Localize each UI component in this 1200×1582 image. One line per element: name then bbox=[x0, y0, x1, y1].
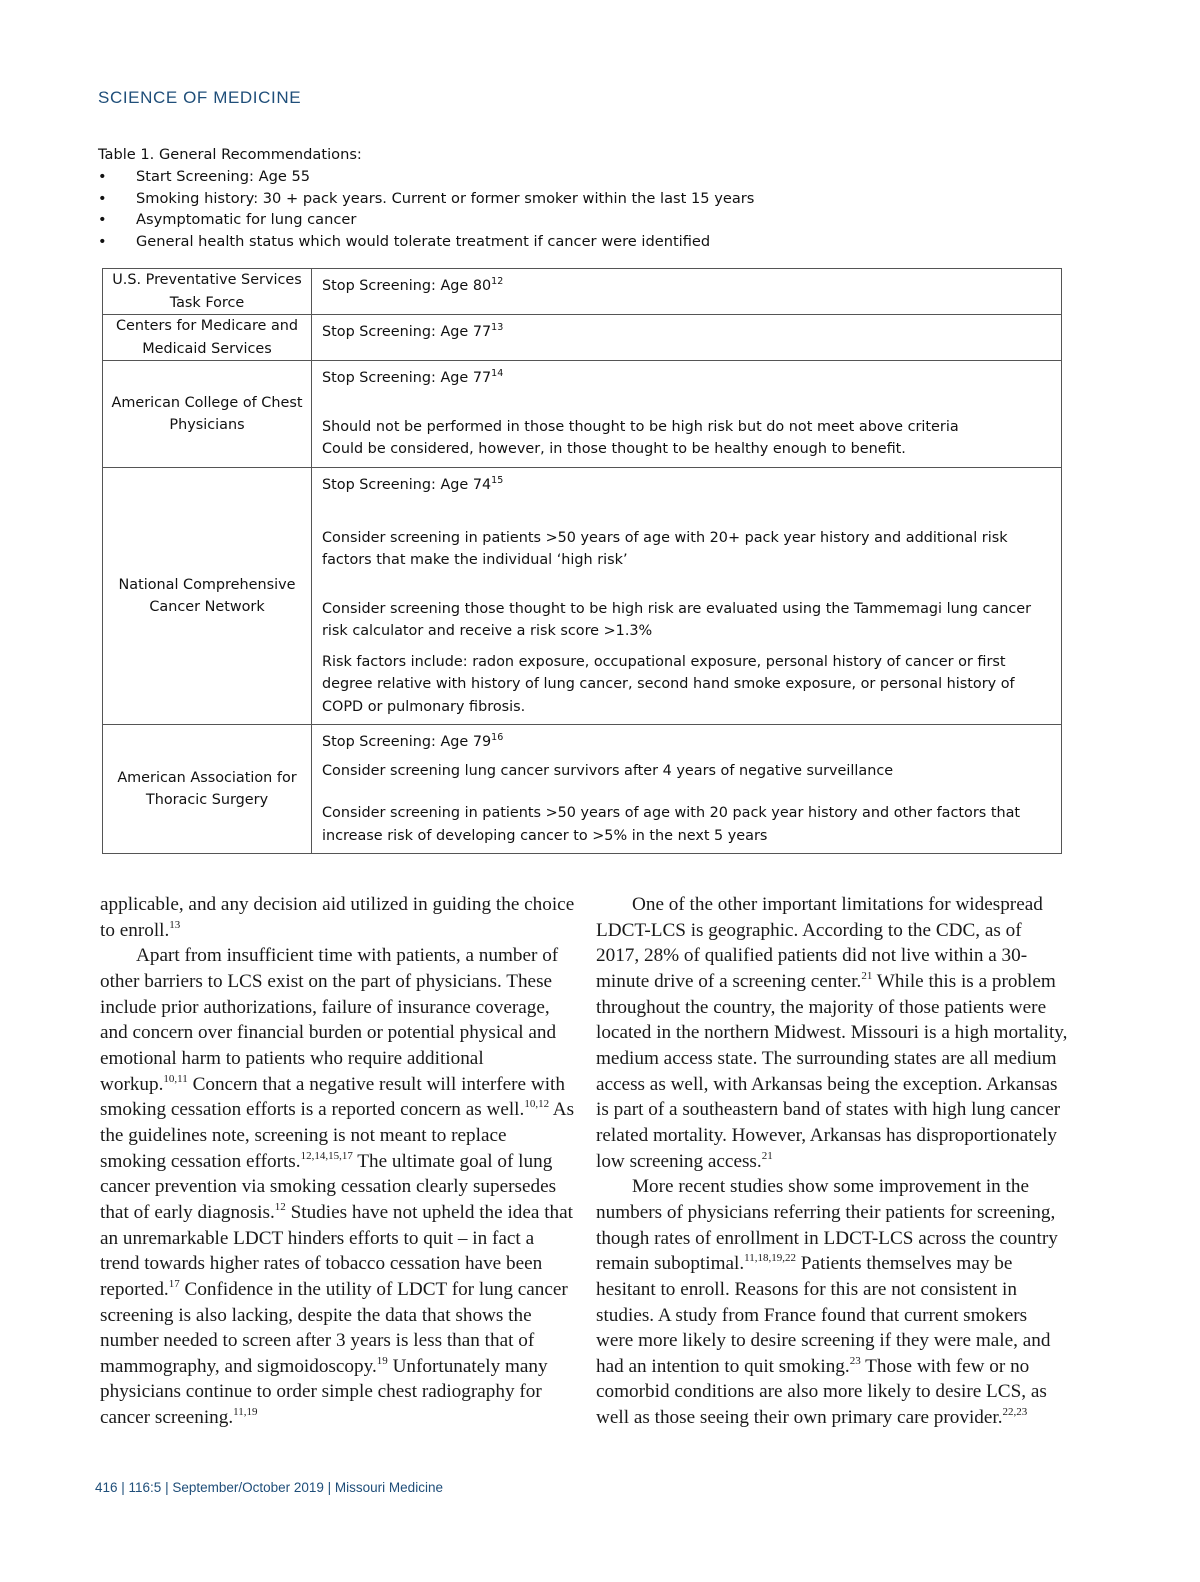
bullet: • bbox=[98, 168, 107, 185]
bullet: • bbox=[98, 232, 107, 250]
note: Should not be performed in those thought to be high risk but do not meet above criteria bbox=[322, 418, 959, 435]
note: Consider screening in patients >50 years of age with 20 pack year history and other factors that increase risk of developing cancer to >5% in the next 5 years bbox=[322, 805, 1021, 844]
detail-cell bbox=[312, 468, 1062, 725]
org-cell: National Comprehensive Cancer Network bbox=[103, 468, 312, 725]
org-cell: American College of Chest Physicians bbox=[103, 361, 312, 468]
table-row bbox=[103, 269, 1062, 315]
stop-age: Stop Screening: Age $74^{15}$ bbox=[322, 475, 504, 493]
section-header: SCIENCE OF MEDICINE bbox=[98, 88, 302, 107]
paragraph: Apart from insufficient time with patients, a number of other barriers to LCS exist on the part of physicians. These include prior authorizations, failure of insurance coverage, and concern over financial burden or potential physical and emotional harm to patients who require additional workup.$^{10,11}$ Concern that a negative result will interfere with smoking cessation efforts is a reported concern as well.$^{10,12}$ As the guidelines note, screening is not meant to replace smoking cessation efforts.$^{12,14,15,17}$ The ultimate goal of lung cancer prevention via smoking cessation clearly supersedes that of early diagnosis.$^{12}$ Studies have not upheld the idea that an unremarkable LDCT hinders efforts to quit – in fact a trend towards higher rates of tobacco cessation have been reported.$^{17}$ Confidence in the utility of LDCT for lung cancer screening is also lacking, despite the data that shows the number needed to screen after 3 years is less than that of mammography, and sigmoidoscopy.$^{19}$ Unfortunately many physicians continue to order simple chest radiography for cancer screening.$^{11,19}$ bbox=[100, 945, 575, 1429]
table-row bbox=[103, 468, 1062, 725]
org-cell: U.S. Preventative Services Task Force bbox=[103, 269, 312, 315]
list-item-text: General health status which would tolerate treatment if cancer were identified bbox=[136, 232, 711, 250]
paragraph: applicable, and any decision aid utilized in guiding the choice to enroll.$^{13}$ bbox=[100, 894, 575, 941]
note: Risk factors include: radon exposure, occupational exposure, personal history of cancer or first degree relative with history of lung cancer, second hand smoke exposure, or personal history of COPD or pulmonary fibrosis. bbox=[322, 653, 1015, 715]
list-item-text: Start Screening: Age 55 bbox=[136, 168, 311, 185]
stop-age: Stop Screening: Age $77^{13}$ bbox=[322, 322, 504, 340]
note: Consider screening in patients >50 years of age with 20+ pack year history and additional risk factors that make the individual ‘high risk’ bbox=[322, 529, 1008, 568]
paragraph: One of the other important limitations for widespread LDCT-LCS is geographic. According to the CDC, as of 2017, 28% of qualified patients did not live within a 30-minute drive of a screening center.$^{21}$ While this is a problem throughout the country, the majority of those patients were located in the northern Midwest. Missouri is a high mortality, medium access state. The surrounding states are all medium access as well, with Arkansas being the exception. Arkansas is part of a southeastern band of states with high lung cancer related mortality. However, Arkansas has disproportionately low screening access.$^{21}$ bbox=[596, 894, 1068, 1172]
stop-age: Stop Screening: Age $80^{12}$ bbox=[322, 276, 504, 294]
body-column-right bbox=[596, 892, 1068, 1431]
org-cell: Centers for Medicare and Medicaid Services bbox=[103, 315, 312, 361]
detail-cell bbox=[312, 361, 1062, 468]
bullet: • bbox=[98, 189, 107, 207]
stop-age: Stop Screening: Age $79^{16}$ bbox=[322, 732, 504, 750]
note: Consider screening lung cancer survivors after 4 years of negative surveillance bbox=[322, 762, 894, 779]
table-row bbox=[103, 361, 1062, 468]
list-item bbox=[98, 231, 998, 253]
table-row bbox=[103, 725, 1062, 854]
stop-age: Stop Screening: Age $77^{14}$ bbox=[322, 368, 504, 386]
paragraph: More recent studies show some improvement in the numbers of physicians referring their patients for screening, though rates of enrollment in LDCT-LCS across the country remain suboptimal.$^{11,18,19,22}$ Patients themselves may be hesitant to enroll. Reasons for this are not consistent in studies. A study from France found that current smokers were more likely to desire screening if they were male, and had an intention to quit smoking.$^{23}$ Those with few or no comorbid conditions are also more likely to desire LCS, as well as those seeing their own primary care provider.$^{22,23}$ bbox=[596, 1176, 1058, 1429]
detail-cell bbox=[312, 725, 1062, 854]
org-cell: American Association for Thoracic Surgery bbox=[103, 725, 312, 854]
detail-cell bbox=[312, 269, 1062, 315]
recommendations-title: Table 1. General Recommendations: bbox=[98, 146, 362, 163]
general-recommendations bbox=[98, 144, 998, 252]
list-item-text: Smoking history: 30 + pack years. Current or former smoker within the last 15 years bbox=[136, 189, 755, 207]
detail-cell bbox=[312, 315, 1062, 361]
guidelines-table bbox=[102, 268, 1062, 854]
body-column-left bbox=[100, 892, 576, 1431]
list-item-text: Asymptomatic for lung cancer bbox=[136, 211, 357, 228]
list-item bbox=[98, 166, 998, 188]
bullet: • bbox=[98, 211, 107, 228]
page-footer: 416 | 116:5 | September/October 2019 | Missouri Medicine bbox=[95, 1480, 443, 1495]
list-item bbox=[98, 188, 998, 210]
list-item bbox=[98, 209, 998, 231]
table-row bbox=[103, 315, 1062, 361]
note: Consider screening those thought to be high risk are evaluated using the Tammemagi lung cancer risk calculator and receive a risk score >1.3% bbox=[322, 600, 1032, 639]
note: Could be considered, however, in those thought to be healthy enough to benefit. bbox=[322, 441, 906, 457]
